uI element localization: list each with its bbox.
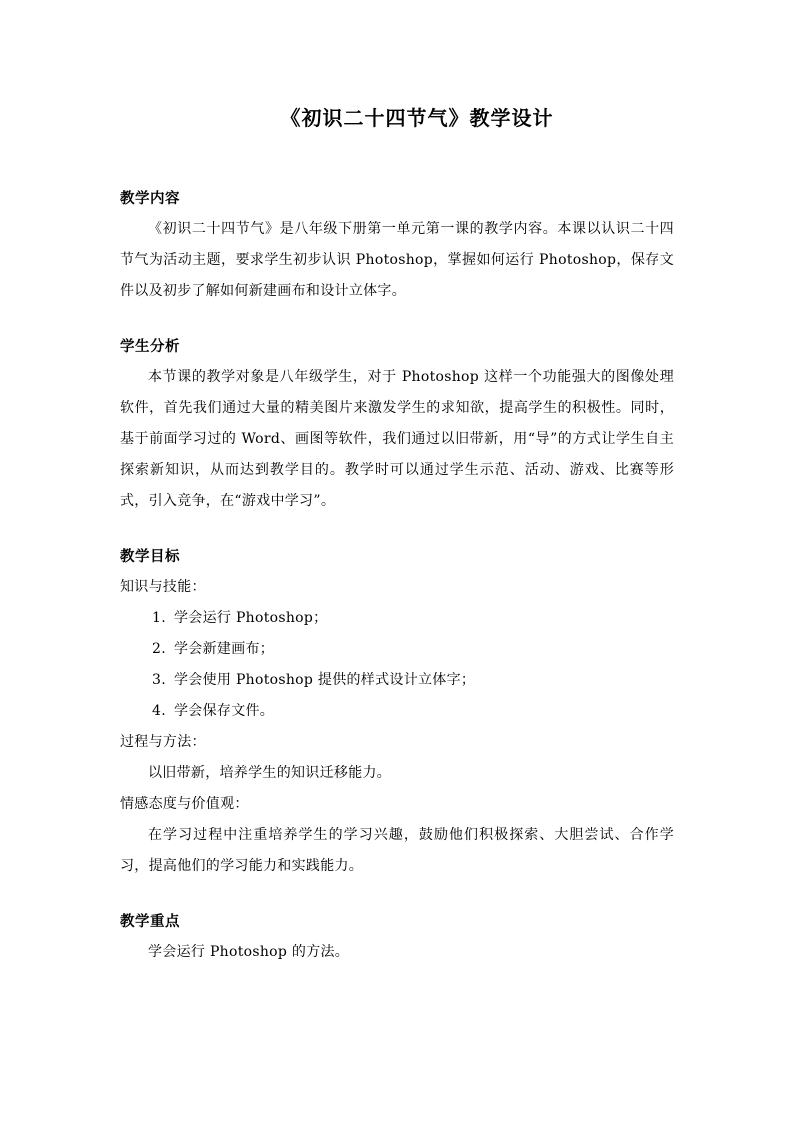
list-item-text: 学会保存文件。 bbox=[174, 703, 275, 719]
emotion-values-label: 情感态度与价值观： bbox=[120, 796, 249, 812]
section-student-analysis bbox=[120, 331, 674, 517]
section-heading: 教学内容 bbox=[120, 190, 180, 207]
section-heading: 教学重点 bbox=[120, 913, 180, 930]
list-item bbox=[120, 665, 674, 696]
section-teaching-objectives bbox=[120, 541, 674, 882]
section-paragraph: 本节课的教学对象是八年级学生，对于 Photoshop 这样一个功能强大的图像处理软件，首先我们通过大量的精美图片来激发学生的求知欲，提高学生的积极性。同时，基于前面学习过的 Word、画图等软件，我们通过以旧带新，用“导”的方式让学生自主探索新知识，从而达到教学目的。教学时可以通过学生示范、活动、游戏、比赛等形式，引入竞争，在“游戏中学习”。 bbox=[120, 369, 674, 509]
list-item bbox=[120, 603, 674, 634]
emotion-values-text: 在学习过程中注重培养学生的学习兴趣，鼓励他们积极探索、大胆尝试、合作学习，提高他们的学习能力和实践能力。 bbox=[120, 827, 674, 874]
document-title: 《初识二十四节气》教学设计 bbox=[280, 106, 554, 130]
process-methods-label: 过程与方法： bbox=[120, 734, 206, 750]
list-item-text: 学会使用 Photoshop 提供的样式设计立体字； bbox=[174, 672, 476, 688]
section-heading: 学生分析 bbox=[120, 338, 180, 355]
list-item-number: 4. bbox=[152, 703, 166, 719]
process-methods-text: 以旧带新，培养学生的知识迁移能力。 bbox=[148, 765, 392, 781]
list-item-number: 2. bbox=[152, 641, 166, 657]
section-teaching-focus bbox=[120, 906, 674, 968]
list-item-text: 学会运行 Photoshop； bbox=[174, 610, 328, 626]
section-heading: 教学目标 bbox=[120, 548, 180, 565]
list-item bbox=[120, 696, 674, 727]
knowledge-skills-label: 知识与技能： bbox=[120, 579, 206, 595]
list-item bbox=[120, 634, 674, 665]
section-paragraph: 学会运行 Photoshop 的方法。 bbox=[148, 944, 350, 960]
section-teaching-content bbox=[120, 183, 674, 307]
list-item-number: 3. bbox=[152, 672, 166, 688]
list-item-text: 学会新建画布； bbox=[174, 641, 275, 657]
section-paragraph: 《初识二十四节气》是八年级下册第一单元第一课的教学内容。本课以认识二十四节气为活动主题，要求学生初步认识 Photoshop，掌握如何运行 Photoshop，保存文件以及初步了解如何新建画布和设计立体字。 bbox=[120, 221, 674, 299]
list-item-number: 1. bbox=[152, 610, 166, 626]
knowledge-skills-list bbox=[120, 603, 674, 727]
